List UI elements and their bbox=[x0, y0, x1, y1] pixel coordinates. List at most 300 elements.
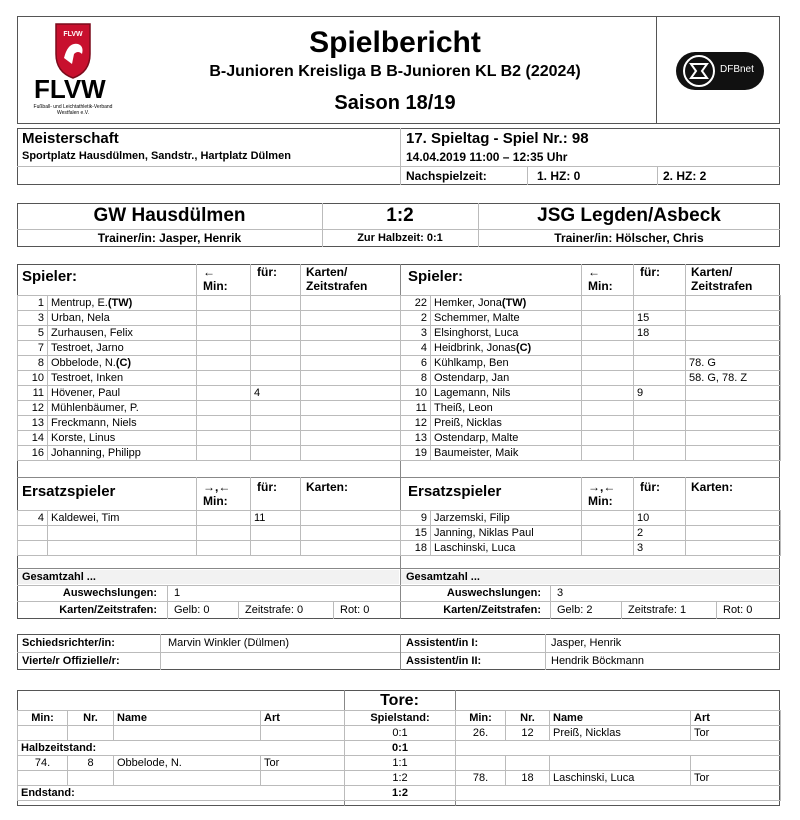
away-subst-label: Auswechslungen: bbox=[446, 587, 541, 599]
goal-away-nr: 12 bbox=[506, 726, 550, 741]
away-player-row bbox=[401, 401, 781, 416]
goal-home-min bbox=[18, 726, 68, 741]
goal-home-type: Tor bbox=[261, 756, 345, 771]
player-number bbox=[18, 541, 48, 556]
player-number: 12 bbox=[18, 401, 48, 416]
home-player-row bbox=[18, 296, 401, 311]
player-cards bbox=[686, 311, 781, 326]
player-min bbox=[197, 541, 251, 556]
player-min bbox=[582, 526, 634, 541]
player-cards bbox=[301, 401, 401, 416]
away-players-table bbox=[400, 295, 781, 461]
home-player-row bbox=[18, 446, 401, 461]
venue: Sportplatz Hausdülmen, Sandstr., Hartplatz Dülmen bbox=[22, 150, 291, 162]
player-name-text: Mentrup, E. bbox=[51, 297, 108, 309]
player-cards bbox=[686, 511, 781, 526]
player-for: 18 bbox=[634, 326, 686, 341]
goals-col-min: Min: bbox=[18, 711, 68, 726]
halftime-label: Halbzeitstand: bbox=[18, 741, 345, 756]
player-number: 4 bbox=[18, 511, 48, 526]
match-datetime: 14.04.2019 11:00 – 12:35 Uhr bbox=[406, 150, 568, 164]
player-cards bbox=[301, 311, 401, 326]
referee-label: Schiedsrichter/in: bbox=[22, 637, 115, 649]
flvw-logo-text: FLVW bbox=[34, 74, 106, 104]
player-name bbox=[48, 431, 197, 446]
player-name bbox=[48, 371, 197, 386]
goal-away-type: Tor bbox=[691, 771, 781, 786]
home-for-label: für: bbox=[257, 265, 277, 279]
goal-away-name: Laschinski, Luca bbox=[550, 771, 691, 786]
home-players-table bbox=[17, 295, 401, 461]
player-cards bbox=[686, 386, 781, 401]
home-cards-total-label: Karten/Zeitstrafen: bbox=[59, 604, 157, 616]
player-min bbox=[197, 526, 251, 541]
away-yellow-total: Gelb: 2 bbox=[557, 604, 593, 616]
home-player-row bbox=[18, 386, 401, 401]
player-name bbox=[431, 526, 582, 541]
home-red-total: Rot: 0 bbox=[340, 604, 370, 616]
player-name bbox=[48, 401, 197, 416]
player-name bbox=[431, 416, 582, 431]
player-number: 18 bbox=[401, 541, 431, 556]
halftime-score: Zur Halbzeit: 0:1 bbox=[357, 232, 443, 244]
player-for bbox=[634, 296, 686, 311]
player-name bbox=[48, 541, 197, 556]
player-name-text: Lagemann, Nils bbox=[434, 387, 511, 399]
player-cards: 58. G, 78. Z bbox=[686, 371, 781, 386]
dfb-eagle-icon bbox=[680, 52, 720, 90]
home-player-row bbox=[18, 311, 401, 326]
away-sub-row bbox=[401, 511, 781, 526]
home-timepen-total: Zeitstrafe: 0 bbox=[245, 604, 304, 616]
away-min-arrow: ← bbox=[588, 265, 600, 279]
player-name bbox=[48, 326, 197, 341]
player-name bbox=[431, 356, 582, 371]
player-min bbox=[582, 296, 634, 311]
player-number: 8 bbox=[18, 356, 48, 371]
player-cards bbox=[301, 341, 401, 356]
player-for bbox=[251, 446, 301, 461]
page-title: Spielbericht bbox=[309, 26, 481, 59]
player-name-text: Mühlenbäumer, P. bbox=[51, 402, 139, 414]
player-for bbox=[251, 356, 301, 371]
matchday-info: 17. Spieltag - Spiel Nr.: 98 bbox=[406, 130, 589, 147]
away-red-total: Rot: 0 bbox=[723, 604, 753, 616]
player-min bbox=[582, 446, 634, 461]
home-total-label: Gesamtzahl ... bbox=[22, 571, 96, 583]
player-for bbox=[634, 446, 686, 461]
home-player-row bbox=[18, 416, 401, 431]
away-player-row bbox=[401, 386, 781, 401]
player-cards bbox=[686, 326, 781, 341]
away-subs-table bbox=[400, 510, 781, 556]
goal-away-min: 26. bbox=[456, 726, 506, 741]
flvw-logo bbox=[28, 20, 118, 120]
home-player-row bbox=[18, 341, 401, 356]
player-cards: 78. G bbox=[686, 356, 781, 371]
referee-name: Marvin Winkler (Dülmen) bbox=[168, 637, 290, 649]
player-name-text: Heidbrink, Jonas bbox=[434, 342, 516, 354]
player-for bbox=[251, 416, 301, 431]
player-min bbox=[197, 311, 251, 326]
player-min bbox=[197, 431, 251, 446]
player-for: 9 bbox=[634, 386, 686, 401]
player-number: 13 bbox=[401, 431, 431, 446]
player-number: 14 bbox=[18, 431, 48, 446]
player-name bbox=[431, 431, 582, 446]
player-name bbox=[431, 311, 582, 326]
player-name bbox=[431, 341, 582, 356]
home-player-row bbox=[18, 371, 401, 386]
player-number: 19 bbox=[401, 446, 431, 461]
goal-home-nr: 8 bbox=[68, 756, 114, 771]
goal-home-name: Obbelode, N. bbox=[114, 756, 261, 771]
player-cards bbox=[686, 541, 781, 556]
goal-row bbox=[18, 741, 781, 756]
player-name bbox=[48, 356, 197, 371]
player-min bbox=[582, 431, 634, 446]
player-cards bbox=[301, 511, 401, 526]
goal-empty bbox=[456, 786, 781, 801]
player-number: 1 bbox=[18, 296, 48, 311]
goal-score: 0:1 bbox=[345, 726, 456, 741]
player-min bbox=[197, 326, 251, 341]
goal-row bbox=[18, 756, 781, 771]
player-cards bbox=[301, 326, 401, 341]
goal-away-name bbox=[550, 756, 691, 771]
away-timepen-total: Zeitstrafe: 1 bbox=[628, 604, 687, 616]
goals-heading: Tore: bbox=[380, 692, 419, 709]
home-subs-cards: Karten: bbox=[306, 480, 349, 494]
player-number: 3 bbox=[18, 311, 48, 326]
player-role-tag: (C) bbox=[515, 342, 532, 354]
home-coach: Trainer/in: Jasper, Henrik bbox=[97, 231, 242, 245]
player-min bbox=[197, 356, 251, 371]
player-name-text: Laschinski, Luca bbox=[434, 542, 516, 554]
competition-type: Meisterschaft bbox=[22, 130, 119, 147]
player-min bbox=[582, 511, 634, 526]
player-name bbox=[48, 446, 197, 461]
player-for: 2 bbox=[634, 526, 686, 541]
player-number: 22 bbox=[401, 296, 431, 311]
player-cards bbox=[301, 356, 401, 371]
player-cards bbox=[686, 446, 781, 461]
player-name-text: Preiß, Nicklas bbox=[434, 417, 502, 429]
goals-col-nr: Nr. bbox=[68, 711, 114, 726]
home-subs-arrows: →,← bbox=[203, 480, 231, 494]
player-for bbox=[251, 541, 301, 556]
player-name-text: Ostendarp, Jan bbox=[434, 372, 510, 384]
player-for bbox=[634, 341, 686, 356]
away-coach: Trainer/in: Hölscher, Chris bbox=[554, 231, 704, 245]
player-name-text: Obbelode, N. bbox=[51, 357, 116, 369]
player-cards bbox=[301, 296, 401, 311]
player-name-text: Freckmann, Niels bbox=[51, 417, 137, 429]
player-name bbox=[431, 386, 582, 401]
player-for bbox=[251, 401, 301, 416]
goal-home-min: 74. bbox=[18, 756, 68, 771]
away-player-row bbox=[401, 431, 781, 446]
extra-time-label: Nachspielzeit: bbox=[406, 169, 487, 183]
player-name bbox=[48, 296, 197, 311]
player-number: 3 bbox=[401, 326, 431, 341]
home-player-row bbox=[18, 356, 401, 371]
home-subs-heading: Ersatzspieler bbox=[22, 483, 116, 500]
assistant2-name: Hendrik Böckmann bbox=[551, 655, 644, 667]
goal-score: 1:2 bbox=[345, 786, 456, 801]
player-name bbox=[431, 296, 582, 311]
player-number: 10 bbox=[401, 386, 431, 401]
player-number: 7 bbox=[18, 341, 48, 356]
player-number: 6 bbox=[401, 356, 431, 371]
season-title: Saison 18/19 bbox=[334, 92, 456, 114]
player-cards bbox=[301, 431, 401, 446]
league-title: B-Junioren Kreisliga B B-Junioren KL B2 (22024) bbox=[209, 63, 581, 80]
player-for bbox=[634, 371, 686, 386]
goal-score: 1:1 bbox=[345, 756, 456, 771]
player-min bbox=[582, 311, 634, 326]
player-number: 13 bbox=[18, 416, 48, 431]
player-name bbox=[431, 541, 582, 556]
home-player-row bbox=[18, 401, 401, 416]
away-subs-heading: Ersatzspieler bbox=[408, 483, 502, 500]
goal-home-nr bbox=[68, 771, 114, 786]
player-name-text: Theiß, Leon bbox=[434, 402, 493, 414]
flvw-shield-icon bbox=[28, 20, 118, 80]
player-min bbox=[197, 446, 251, 461]
player-name-text: Zurhausen, Felix bbox=[51, 327, 133, 339]
player-cards bbox=[686, 401, 781, 416]
away-subst-count: 3 bbox=[557, 587, 564, 599]
player-name bbox=[48, 311, 197, 326]
dfbnet-label: DFBnet bbox=[720, 64, 754, 75]
goal-home-type bbox=[261, 726, 345, 741]
player-cards bbox=[686, 526, 781, 541]
player-number: 11 bbox=[401, 401, 431, 416]
player-for: 11 bbox=[251, 511, 301, 526]
player-name-text: Baumeister, Maik bbox=[434, 447, 519, 459]
goal-home-name bbox=[114, 771, 261, 786]
away-subs-for: für: bbox=[640, 480, 660, 494]
home-min-arrow: ← bbox=[203, 265, 215, 279]
player-name-text: Hövener, Paul bbox=[51, 387, 121, 399]
extra-time-first-half: 1. HZ: 0 bbox=[537, 169, 581, 183]
player-name bbox=[431, 326, 582, 341]
player-cards bbox=[686, 431, 781, 446]
player-name-text: Ostendarp, Malte bbox=[434, 432, 519, 444]
player-min bbox=[582, 371, 634, 386]
player-name bbox=[431, 511, 582, 526]
player-for: 3 bbox=[634, 541, 686, 556]
goal-away-nr: 18 bbox=[506, 771, 550, 786]
player-cards bbox=[686, 296, 781, 311]
away-subs-min: Min: bbox=[588, 494, 613, 508]
away-sub-row bbox=[401, 541, 781, 556]
player-for bbox=[634, 431, 686, 446]
player-cards bbox=[301, 541, 401, 556]
goals-col-type: Art bbox=[261, 711, 345, 726]
player-min bbox=[582, 356, 634, 371]
home-min-label: Min: bbox=[203, 279, 228, 293]
goal-away-min: 78. bbox=[456, 771, 506, 786]
away-player-row bbox=[401, 416, 781, 431]
away-player-row bbox=[401, 311, 781, 326]
home-penalties-label: Zeitstrafen bbox=[306, 279, 368, 293]
player-for bbox=[634, 356, 686, 371]
player-for bbox=[251, 341, 301, 356]
player-for bbox=[251, 296, 301, 311]
player-min bbox=[582, 541, 634, 556]
player-name-text: Johanning, Philipp bbox=[51, 447, 141, 459]
player-min bbox=[197, 401, 251, 416]
player-min bbox=[197, 296, 251, 311]
player-min bbox=[197, 416, 251, 431]
assistant1-name: Jasper, Henrik bbox=[551, 637, 622, 649]
away-penalties-label: Zeitstrafen bbox=[691, 279, 753, 293]
fourth-official-label: Vierte/r Offizielle/r: bbox=[22, 655, 120, 667]
extra-time-second-half: 2. HZ: 2 bbox=[663, 169, 707, 183]
player-name bbox=[431, 401, 582, 416]
player-name-text: Kaldewei, Tim bbox=[51, 512, 120, 524]
away-for-label: für: bbox=[640, 265, 660, 279]
player-name-text: Schemmer, Malte bbox=[434, 312, 520, 324]
player-role-tag: (TW) bbox=[501, 297, 527, 309]
player-cards bbox=[686, 341, 781, 356]
player-number bbox=[18, 526, 48, 541]
goals-col-name: Name bbox=[550, 711, 691, 726]
player-number: 5 bbox=[18, 326, 48, 341]
player-for bbox=[251, 326, 301, 341]
assistant1-label: Assistent/in I: bbox=[406, 637, 479, 649]
player-min bbox=[197, 341, 251, 356]
player-name bbox=[48, 416, 197, 431]
player-name-text: Jarzemski, Filip bbox=[434, 512, 510, 524]
svg-text:FLVW: FLVW bbox=[63, 31, 83, 38]
player-for: 15 bbox=[634, 311, 686, 326]
home-yellow-total: Gelb: 0 bbox=[174, 604, 210, 616]
player-for bbox=[634, 416, 686, 431]
player-cards bbox=[301, 416, 401, 431]
goal-away-type: Tor bbox=[691, 726, 781, 741]
player-min bbox=[582, 386, 634, 401]
home-sub-row bbox=[18, 541, 401, 556]
player-for bbox=[251, 311, 301, 326]
goal-row bbox=[18, 771, 781, 786]
final-score: 1:2 bbox=[386, 205, 414, 226]
player-number: 10 bbox=[18, 371, 48, 386]
player-name-text: Hemker, Jona bbox=[434, 297, 502, 309]
player-cards bbox=[301, 371, 401, 386]
goal-home-nr bbox=[68, 726, 114, 741]
player-min bbox=[582, 326, 634, 341]
goal-empty bbox=[456, 741, 781, 756]
player-number: 4 bbox=[401, 341, 431, 356]
player-name-text: Testroet, Jarno bbox=[51, 342, 124, 354]
home-player-row bbox=[18, 431, 401, 446]
goals-col-min: Min: bbox=[456, 711, 506, 726]
goal-away-name: Preiß, Nicklas bbox=[550, 726, 691, 741]
goal-row bbox=[18, 786, 781, 801]
away-subs-arrows: →,← bbox=[588, 480, 616, 494]
player-for bbox=[251, 526, 301, 541]
home-cards-label: Karten/ bbox=[306, 265, 348, 279]
home-subs-table bbox=[17, 510, 401, 556]
player-for bbox=[634, 401, 686, 416]
away-player-row bbox=[401, 371, 781, 386]
player-number: 16 bbox=[18, 446, 48, 461]
home-sub-row bbox=[18, 526, 401, 541]
home-player-row bbox=[18, 326, 401, 341]
player-number: 15 bbox=[401, 526, 431, 541]
goals-col-nr: Nr. bbox=[506, 711, 550, 726]
goal-row bbox=[18, 726, 781, 741]
goal-home-name bbox=[114, 726, 261, 741]
player-number: 12 bbox=[401, 416, 431, 431]
goals-col-type: Art bbox=[691, 711, 781, 726]
player-name-text: Kühlkamp, Ben bbox=[434, 357, 509, 369]
player-name bbox=[431, 371, 582, 386]
player-name-text: Janning, Niklas Paul bbox=[434, 527, 534, 539]
player-number: 11 bbox=[18, 386, 48, 401]
player-min bbox=[197, 371, 251, 386]
away-player-row bbox=[401, 356, 781, 371]
dfbnet-logo bbox=[676, 52, 764, 90]
away-subs-cards: Karten: bbox=[691, 480, 734, 494]
home-subs-for: für: bbox=[257, 480, 277, 494]
player-number: 9 bbox=[401, 511, 431, 526]
player-name bbox=[48, 386, 197, 401]
player-number: 8 bbox=[401, 371, 431, 386]
player-cards bbox=[301, 446, 401, 461]
player-for: 4 bbox=[251, 386, 301, 401]
goal-score: 1:2 bbox=[345, 771, 456, 786]
player-cards bbox=[686, 416, 781, 431]
goal-away-nr bbox=[506, 756, 550, 771]
flvw-logo-subtitle: Fußball- und Leichtathletik-Verband Westfalen e.V. bbox=[33, 104, 113, 116]
player-min bbox=[582, 401, 634, 416]
away-player-row bbox=[401, 326, 781, 341]
goal-away-min bbox=[456, 756, 506, 771]
home-subs-min: Min: bbox=[203, 494, 228, 508]
player-name bbox=[48, 341, 197, 356]
away-player-row bbox=[401, 296, 781, 311]
goals-table bbox=[17, 710, 781, 801]
goals-header-row bbox=[18, 711, 781, 726]
player-role-tag: (C) bbox=[115, 357, 132, 369]
away-cards-total-label: Karten/Zeitstrafen: bbox=[443, 604, 541, 616]
player-min bbox=[197, 511, 251, 526]
player-cards bbox=[301, 386, 401, 401]
final-label: Endstand: bbox=[18, 786, 345, 801]
home-subst-label: Auswechslungen: bbox=[62, 587, 157, 599]
player-for bbox=[251, 431, 301, 446]
player-role-tag: (TW) bbox=[107, 297, 133, 309]
player-name bbox=[48, 526, 197, 541]
player-name-text: Korste, Linus bbox=[51, 432, 116, 444]
away-player-row bbox=[401, 341, 781, 356]
home-subst-count: 1 bbox=[174, 587, 181, 599]
player-name bbox=[48, 511, 197, 526]
goals-col-score: Spielstand: bbox=[345, 711, 456, 726]
player-min bbox=[582, 416, 634, 431]
goals-col-name: Name bbox=[114, 711, 261, 726]
home-team-name: GW Hausdülmen bbox=[93, 205, 246, 226]
away-total-label: Gesamtzahl ... bbox=[406, 571, 480, 583]
away-sub-row bbox=[401, 526, 781, 541]
player-cards bbox=[301, 526, 401, 541]
player-for bbox=[251, 371, 301, 386]
home-players-heading: Spieler: bbox=[22, 268, 78, 285]
